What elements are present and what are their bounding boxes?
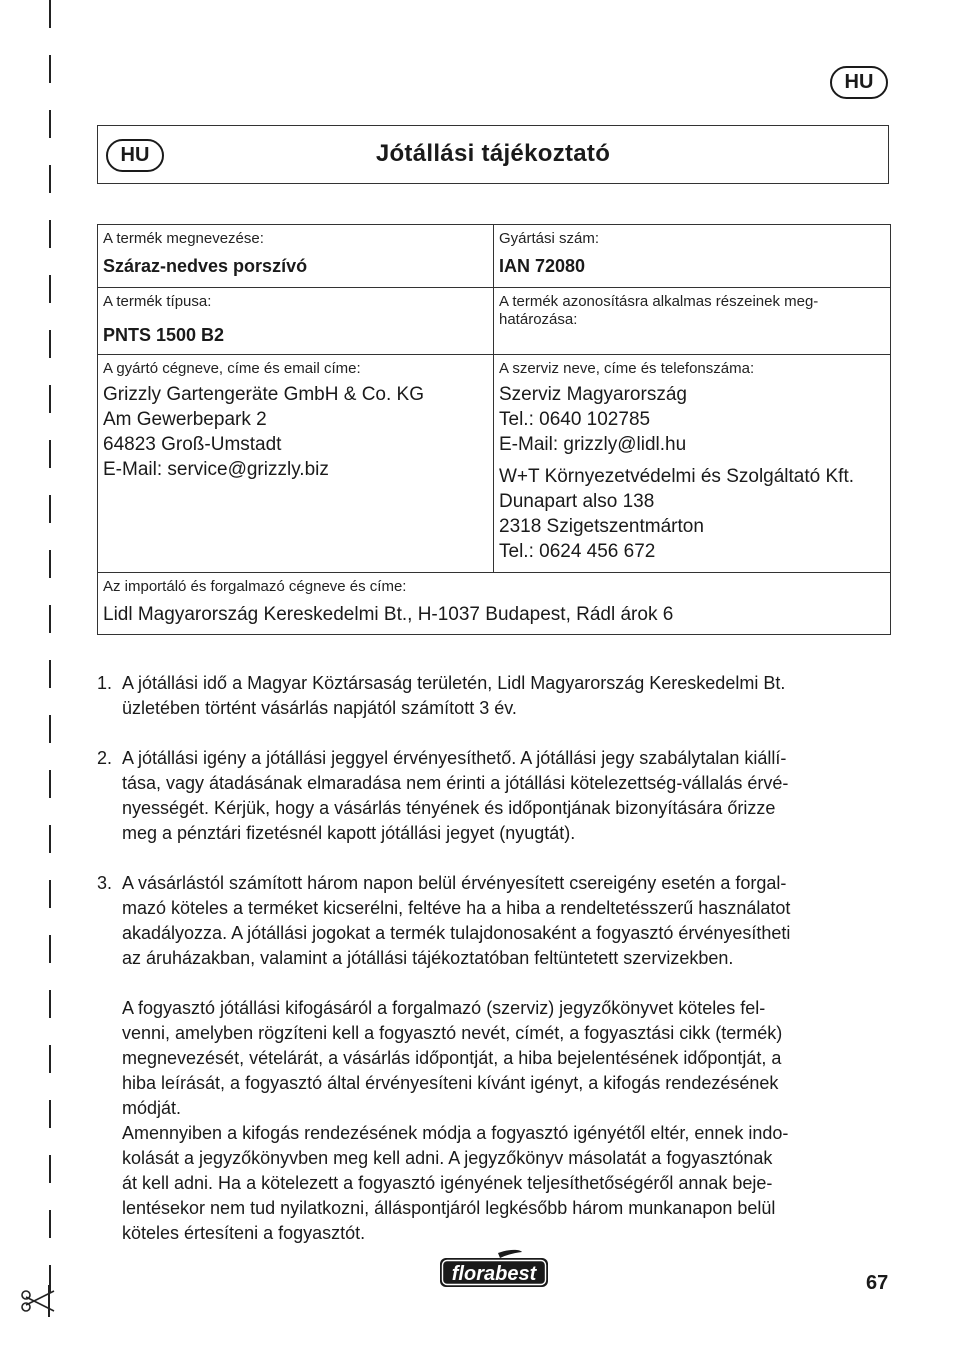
cut-line-dash	[49, 165, 51, 193]
term-line: tása, vagy átadásának elmaradása nem érinti a jótállási kötelezettség-vállalás érvé-	[122, 773, 789, 793]
term-line: az áruházakban, valamint a jótállási tájékoztatóban feltüntetett szervizekben.	[122, 948, 734, 968]
cut-line-dash	[49, 55, 51, 83]
term-item	[97, 746, 889, 846]
term-line: át kell adni. Ha a kötelezett a fogyasztó igényének teljesíthetőségéről annak beje-	[122, 1173, 773, 1193]
term-line: A vásárlástól számított három napon belül érvényesített csereigény esetén a forgal-	[122, 873, 787, 893]
product-name-label: A termék megnevezése:	[103, 230, 264, 247]
product-info-table	[97, 224, 891, 635]
cut-line-dash	[49, 330, 51, 358]
serial-cell	[494, 225, 891, 288]
cut-line	[49, 0, 51, 1354]
cut-line-dash	[49, 440, 51, 468]
service-line: Tel.: 0624 456 672	[499, 541, 656, 562]
manufacturer-label: A gyártó cégneve, címe és email címe:	[103, 360, 361, 377]
title-language-badge: HU	[106, 139, 164, 172]
term-line: A jótállási igény a jótállási jeggyel érvényesíthető. A jótállási jegy szabálytalan kiállí-	[122, 748, 787, 768]
serial-value: IAN 72080	[499, 256, 586, 276]
cut-line-dash	[49, 550, 51, 578]
cut-line-dash	[49, 275, 51, 303]
product-name-value: Száraz-nedves porszívó	[103, 256, 308, 276]
term-line: A jótállási idő a Magyar Köztársaság területén, Lidl Magyarország Kereskedelmi Bt.	[122, 673, 786, 693]
cut-line-dash	[49, 1155, 51, 1183]
term-line: venni, amelyben rögzíteni kell a fogyasztó nevét, címét, a fogyasztási cikk (termék)	[122, 1023, 783, 1043]
cut-line-dash	[49, 935, 51, 963]
cut-line-dash	[49, 1210, 51, 1238]
cut-line-dash	[49, 385, 51, 413]
title-box	[97, 125, 889, 184]
warranty-terms	[97, 671, 889, 1271]
term-item	[97, 671, 889, 721]
service-cell	[494, 355, 891, 573]
cut-line-dash	[49, 110, 51, 138]
term-line: Amennyiben a kifogás rendezésének módja a fogyasztó igényétől eltér, ennek indo-	[122, 1123, 789, 1143]
page-number: 67	[866, 1272, 889, 1294]
identification-cell	[494, 288, 891, 355]
cut-line-dash	[49, 1045, 51, 1073]
term-line: üzletében történt vásárlás napjától számított 3 év.	[122, 698, 517, 718]
cut-line-dash	[49, 825, 51, 853]
page-title: Jótállási tájékoztató	[375, 140, 611, 167]
term-line: akadályozza. A jótállási jogokat a termék tulajdonosaként a fogyasztó érvényesítheti	[122, 923, 791, 943]
service-line: W+T Környezetvédelmi és Szolgáltató Kft.	[499, 466, 855, 487]
term-number: 1.	[97, 673, 113, 693]
cut-line-dash	[49, 715, 51, 743]
cut-line-dash	[49, 770, 51, 798]
importer-value: Lidl Magyarország Kereskedelmi Bt., H-1037 Budapest, Rádl árok 6	[103, 604, 674, 625]
service-line: E-Mail: grizzly@lidl.hu	[499, 434, 687, 455]
scissors-icon	[20, 1283, 60, 1319]
identification-label-line1: A termék azonosításra alkalmas részeinek meg-	[499, 293, 819, 310]
term-line: lentésekor nem tud nyilatkozni, álláspontjáról legkésőbb három munkanapon belül	[122, 1198, 776, 1218]
product-name-cell	[98, 225, 494, 288]
cut-line-dash	[49, 880, 51, 908]
term-line: A fogyasztó jótállási kifogásáról a forgalmazó (szerviz) jegyzőkönyvet köteles fel-	[122, 998, 766, 1018]
cut-line-dash	[49, 220, 51, 248]
cut-line-dash	[49, 1100, 51, 1128]
language-badge: HU	[830, 66, 888, 99]
term-line: nyességét. Kérjük, hogy a vásárlás tényének és időpontjának bizonyítására őrizze	[122, 798, 776, 818]
term-number: 3.	[97, 873, 113, 893]
term-line: hiba leírását, a fogyasztó által érvényesíteni kívánt igényt, a kifogás rendezésének	[122, 1073, 779, 1093]
cut-line-dash	[49, 0, 51, 28]
term-number: 2.	[97, 748, 113, 768]
importer-label: Az importáló és forgalmazó cégneve és címe:	[103, 578, 407, 595]
cut-line-dash	[49, 990, 51, 1018]
product-type-cell	[98, 288, 494, 355]
serial-label: Gyártási szám:	[499, 230, 600, 247]
product-type-label: A termék típusa:	[103, 293, 212, 310]
cut-line-dash	[49, 605, 51, 633]
service-line: Dunapart also 138	[499, 491, 655, 512]
term-line: megnevezését, vételárát, a vásárlás időpontját, a hiba bejelentésének időpontját, a	[122, 1048, 782, 1068]
manufacturer-line: Grizzly Gartengeräte GmbH & Co. KG	[103, 384, 424, 405]
cut-line-dash	[49, 495, 51, 523]
term-item	[97, 871, 889, 1246]
identification-label-line2: határozása:	[499, 311, 578, 328]
product-type-value: PNTS 1500 B2	[103, 325, 225, 345]
florabest-logo	[438, 1249, 550, 1289]
manufacturer-line: Am Gewerbepark 2	[103, 409, 267, 430]
importer-cell	[98, 573, 891, 635]
service-line: Tel.: 0640 102785	[499, 409, 651, 430]
manufacturer-line: 64823 Groß-Umstadt	[103, 434, 282, 455]
cut-line-dash	[49, 660, 51, 688]
manufacturer-line: E-Mail: service@grizzly.biz	[103, 459, 329, 480]
term-line: kolását a jegyzőkönyvben meg kell adni. A jegyzőkönyv másolatát a fogyasztónak	[122, 1148, 773, 1168]
manufacturer-cell	[98, 355, 494, 573]
term-line: módját.	[122, 1098, 182, 1118]
service-line: Szerviz Magyarország	[499, 384, 687, 405]
logo-text: florabest	[451, 1263, 537, 1285]
service-line: 2318 Szigetszentmárton	[499, 516, 704, 537]
term-line: köteles értesíteni a fogyasztót.	[122, 1223, 366, 1243]
term-line: meg a pénztári fizetésnél kapott jótállási jegyet (nyugtát).	[122, 823, 576, 843]
term-line: mazó köteles a terméket kicserélni, feltéve ha a hiba a rendeltetésszerű használatot	[122, 898, 791, 918]
service-label: A szerviz neve, címe és telefonszáma:	[499, 360, 755, 377]
